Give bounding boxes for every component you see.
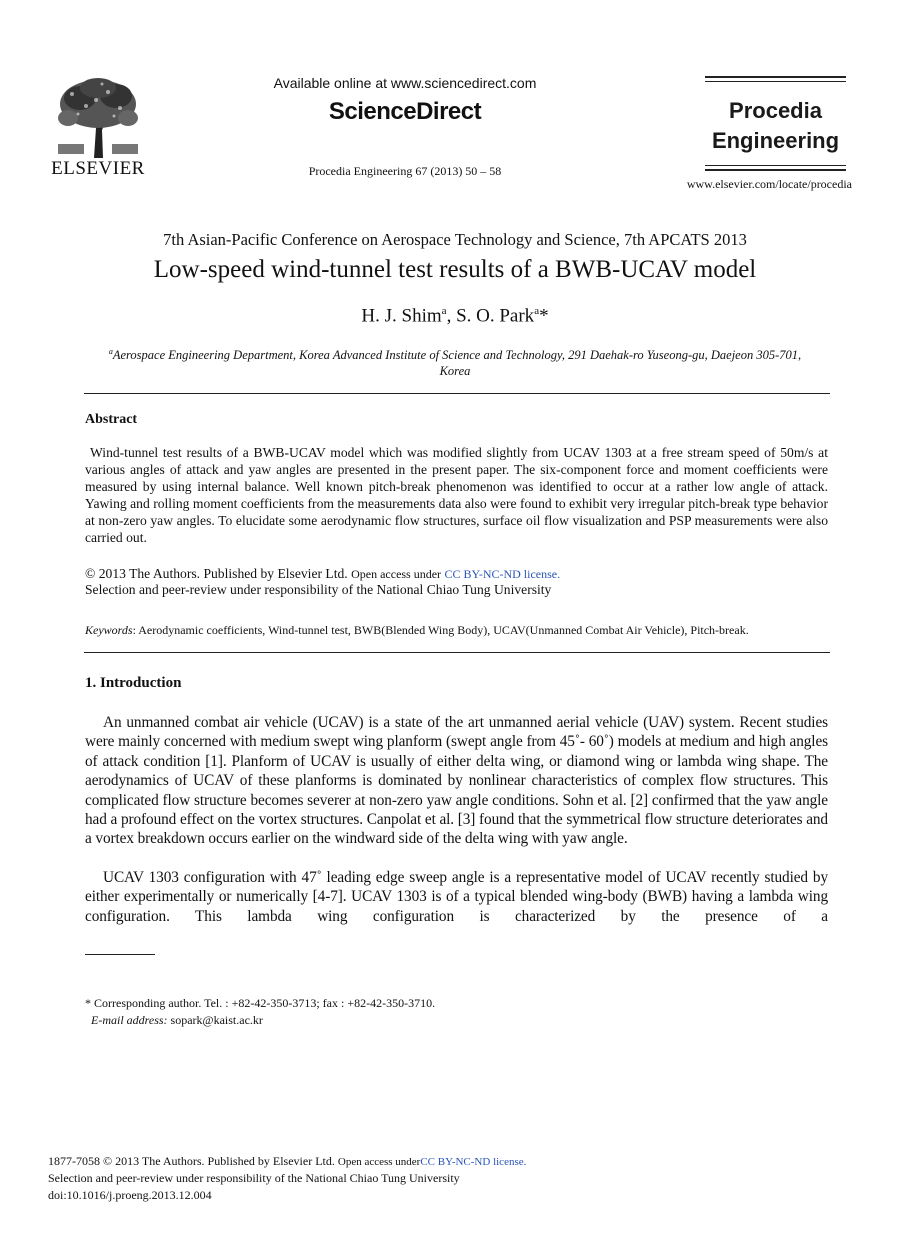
footer-open-access-text: Open access under xyxy=(337,1156,421,1168)
email-label: E-mail address: xyxy=(91,1013,168,1027)
keywords-line xyxy=(85,623,835,638)
author-list xyxy=(60,305,850,327)
elsevier-logo xyxy=(50,74,146,178)
copyright-line xyxy=(85,566,828,582)
available-online-text: Available online at www.sciencedirect.com xyxy=(273,75,537,91)
journal-reference: Procedia Engineering 67 (2013) 50 – 58 xyxy=(308,164,502,178)
footer-license-link[interactable]: CC BY-NC-ND license. xyxy=(420,1156,527,1168)
license-link[interactable]: CC BY-NC-ND license. xyxy=(444,567,561,581)
procedia-top-rule-thick xyxy=(705,76,846,78)
email-note xyxy=(91,1013,263,1028)
intro-paragraph-2: UCAV 1303 configuration with 47˚ leading edge sweep angle is a representative model of UCAV recently studied by either experimentally or numerically [4-7]. UCAV 1303 is of a typical blended wing-body (BWB) having a lambda wing configuration. This lambda wing configuration is characterized by the presence of a xyxy=(85,869,828,925)
author-affiliation-mark: a xyxy=(441,305,447,317)
procedia-bottom-rule-thin xyxy=(705,165,846,166)
copyright-text: © 2013 The Authors. Published by Elsevier Ltd. xyxy=(85,566,348,581)
author-name: S. O. Park xyxy=(456,305,535,327)
author-separator: , xyxy=(446,305,457,327)
procedia-line1: Procedia xyxy=(729,98,822,123)
elsevier-wordmark: ELSEVIER xyxy=(51,158,145,179)
journal-url-link[interactable]: www.elsevier.com/locate/procedia xyxy=(686,177,852,191)
corresponding-mark: * xyxy=(539,305,549,327)
procedia-top-rule-thin xyxy=(705,81,846,82)
keywords-label: Keywords xyxy=(85,623,133,637)
corresponding-author-note: * Corresponding author. Tel. : +82-42-350-3713; fax : +82-42-350-3710. xyxy=(85,996,436,1010)
footer-review-line: Selection and peer-review under responsibility of the National Chiao Tung University xyxy=(48,1171,460,1185)
doi-line[interactable]: doi:10.1016/j.proeng.2013.12.004 xyxy=(48,1188,212,1202)
affiliation-mark: a xyxy=(108,347,113,356)
elsevier-tree-icon xyxy=(50,74,146,158)
procedia-bottom-rule-thick xyxy=(705,169,846,171)
issn-text: 1877-7058 © 2013 The Authors. Published by Elsevier Ltd. xyxy=(48,1154,335,1168)
email-address[interactable]: sopark@kaist.ac.kr xyxy=(170,1013,263,1027)
section-heading-introduction: 1. Introduction xyxy=(85,675,182,691)
affiliation-line1: Aerospace Engineering Department, Korea Advanced Institute of Science and Technology, 291 Daehak-ro Yuseong-gu, Daejeon 305-701, xyxy=(112,348,802,363)
affiliation xyxy=(60,344,850,379)
keywords-text: : Aerodynamic coefficients, Wind-tunnel test, BWB(Blended Wing Body), UCAV(Unmanned Combat Air Vehicle), Pitch-break. xyxy=(132,623,749,637)
footer-issn-line xyxy=(48,1154,526,1169)
open-access-text: Open access under xyxy=(351,567,442,581)
author-name: H. J. Shim xyxy=(361,305,442,327)
conference-name: 7th Asian-Pacific Conference on Aerospace Technology and Science, 7th APCATS 2013 xyxy=(163,230,747,249)
abstract-text: Wind-tunnel test results of a BWB-UCAV model which was modified slightly from UCAV 1303 at a free stream speed of 50m/s at various angles of attack and yaw angles are presented in the present paper. The six-component force and moment coefficients were measured by using internal balance. Well known pitch-break phenomenon was identified to occur at a rather low angle of attack. Yawing and rolling moment coefficients from the measurements data also were found to exhibit very irregular pitch-break type behavior at non-zero yaw angles. To elucidate some aerodynamic flow structures, surface oil flow visualization and PSP measurements were also carried out. xyxy=(85,445,828,545)
abstract-top-rule xyxy=(84,393,830,394)
affiliation-line2: Korea xyxy=(439,364,471,379)
sciencedirect-logo: ScienceDirect xyxy=(328,98,482,125)
abstract-heading: Abstract xyxy=(85,412,138,427)
paper-title: Low-speed wind-tunnel test results of a BWB-UCAV model xyxy=(153,256,757,283)
abstract-bottom-rule xyxy=(84,652,830,653)
review-line: Selection and peer-review under responsibility of the National Chiao Tung University xyxy=(85,582,552,597)
footnote-rule xyxy=(85,954,155,955)
procedia-journal-name xyxy=(705,96,846,156)
author-affiliation-mark: a xyxy=(534,305,540,317)
intro-paragraph-1: An unmanned combat air vehicle (UCAV) is a state of the art unmanned aerial vehicle (UAV) system. Recent studies were mainly concerned with medium swept wing planform (swept angle from 45˚- 60˚) models at medium and high angles of attack condition [1]. Planform of UCAV is usually of either delta wing, or diamond wing or lambda wing shape. The aerodynamics of UCAV of these planforms is dominated by nonlinear characteristics of complex flow structures. This complicated flow structure becomes severer at non-zero yaw angle conditions. Sohn et al. [2] confirmed that the yaw angle had a profound effect on the vortex structures. Canpolat et al. [3] found that the symmetrical flow structure deteriorates and a vortex breakdown occurs earlier on the windward side of the delta wing with yaw angle. xyxy=(85,714,828,848)
procedia-line2: Engineering xyxy=(711,128,840,153)
